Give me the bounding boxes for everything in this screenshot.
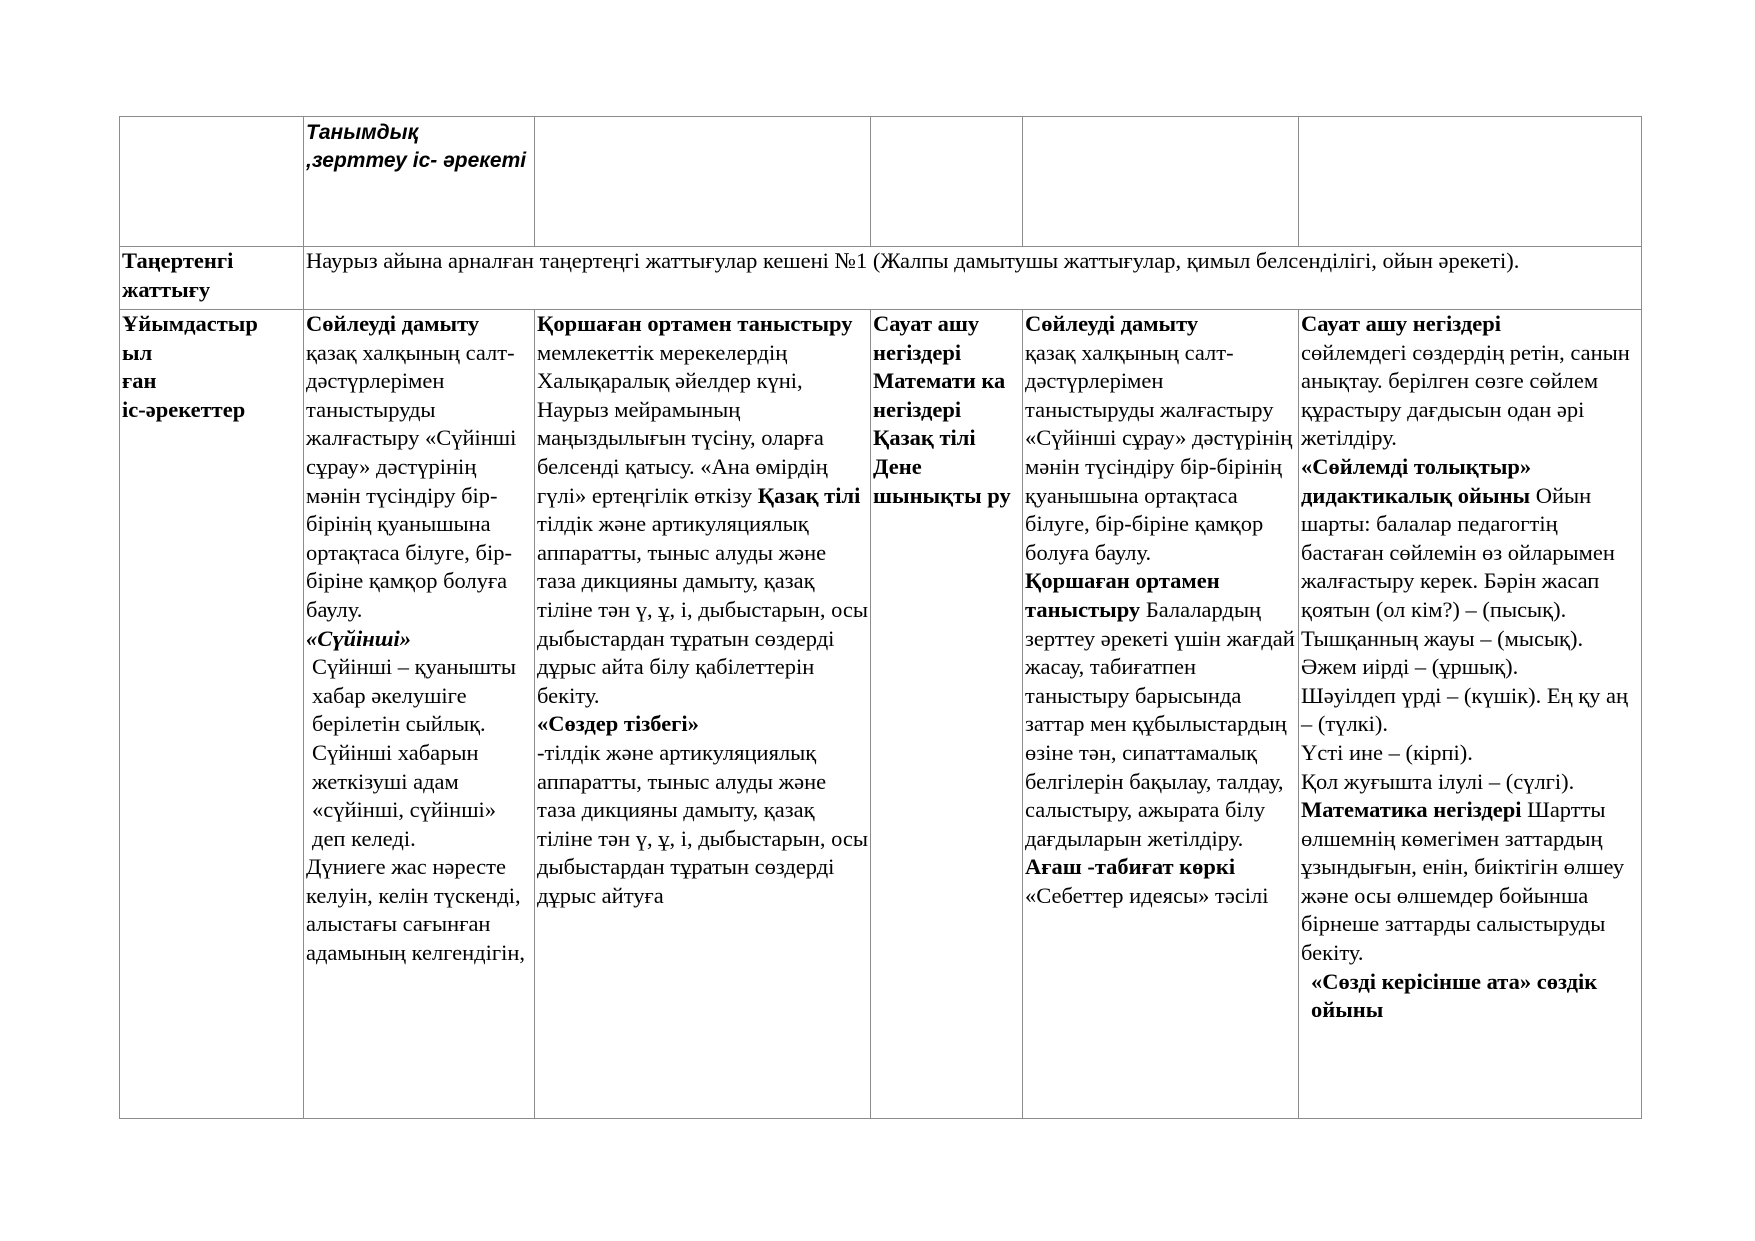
environment-text: мемлекеттік мерекелердің Халықаралық әйелдер күні, Наурыз мейрамының маңыздылығын түсіну, оларға белсенді қатысу. «Ана өмірдің гүлі» ертеңгілік өткізу [537,339,828,508]
subject-physical-education: Дене шынықты ру [873,453,1011,508]
header-cell-5 [1023,117,1299,247]
literacy-title: Сауат ашу негіздері [1301,311,1501,336]
subject-math: Математи ка негіздері [873,368,1006,422]
riddle-5: Қол жуғышта ілулі – (сүлгі). [1301,768,1575,794]
subjects-list-cell [871,310,1023,1119]
morning-exercise-content: Наурыз айына арналған таңертеңгі жаттығулар кешені №1 (Жалпы дамытушы жаттығулар, қимыл белсенділігі, ойын әрекеті). [304,247,1642,310]
organized-activities-row [120,310,1642,1119]
subject-kazakh: Қазақ тілі [873,425,976,451]
speech-development-title-2: Сөйлеуді дамыту [1025,311,1199,336]
words-chain-game-title: «Сөздер тізбегі» [537,711,699,737]
environment-title-2: Қоршаған ортамен таныстыру [1025,568,1220,622]
subject-literacy: Сауат ашу негіздері [873,311,980,365]
morning-label-line2: жаттығу [122,276,211,302]
lesson-plan-table [119,116,1642,1119]
riddle-3: Шәуілдеп үрді – (күшік). Ең қу аң – (түлкі). [1301,682,1629,737]
literacy-math-cell [1299,310,1642,1119]
morning-exercise-row [120,247,1642,310]
environment-cell [535,310,871,1119]
words-chain-text: -тілдік және артикуляциялық аппаратты, тыныс алуды және таза дикцияны дамыту, қазақ тіліне тән ү, ұ, і, дыбыстарын, осы дыбыстардан тұратын сөздерді дұрыс айтуға [537,739,868,908]
tree-nature-title: Ағаш -табиғат көркі [1025,854,1236,880]
riddle-1: Тышқанның жауы – (мысық). [1301,625,1584,651]
header-cognitive-line1: Танымдық [306,121,419,144]
kazakh-language-text: тілдік және артикуляциялық аппаратты, тыныс алуды және таза дикцияны дамыту, қазақ тіліне тән ү, ұ, і, дыбыстарын, осы дыбыстардан тұратын сөздерді дұрыс айта білу қабілеттерін бекіту. [537,511,868,708]
riddle-4: Үсті ине – (кірпі). [1301,739,1473,765]
complete-sentence-rules: Ойын шарты: балалар педагогтің бастаған сөйлемін өз ойларымен жалғастыру керек. Бәрін жасап қоятын (ол кім?) – (пысық). [1301,482,1615,622]
morning-exercise-label [120,247,304,310]
literacy-text: сөйлемдегі сөздердің ретін, санын анықтау. берілген сөзге сөйлем құрастыру дағдысын одан әрі жетілдіру. [1301,339,1630,451]
complete-sentence-game-title: «Сөйлемді толықтыр» дидактикалық ойыны [1301,453,1536,508]
reverse-word-game-title: «Сөзді керісінше ата» сөздік ойыны [1311,968,1598,1023]
kazakh-language-title: Қазақ тілі [757,482,861,508]
org-label-line3: ған [122,368,157,394]
suyinshi-occasions: Дүниеге жас нәресте келуін, келін түскенді, алыстағы сағынған адамының келгендігін, [306,854,525,966]
header-cell-4 [871,117,1023,247]
suyinshi-description: Сүйінші – қуанышты хабар әкелушіге берілетін сыйлық. Сүйінші хабарын жеткізуші адам «сүйінші, сүйінші» деп келеді. [312,654,516,851]
org-label-line2: ыл [122,339,153,365]
speech-environment-cell [1023,310,1299,1119]
speech-development-title: Сөйлеуді дамыту [306,311,480,336]
speech-development-text-2: қазақ халқының салт-дәстүрлерімен таныстыруды жалғастыру «Сүйінші сұрау» дәстүрінің мәнін түсіндіру бір-бірінің қуанышына ортақтаса білуге, бір-біріне қамқор болуға баулу. [1025,339,1293,565]
suyinshi-game-title: «Сүйінші» [306,625,412,651]
organized-activities-label [120,310,304,1119]
org-label-line1: Ұйымдастыр [122,311,258,336]
header-cell-6 [1299,117,1642,247]
environment-text-2: Балалардың зерттеу әрекеті үшін жағдай жасау, табиғатпен таныстыру барысында заттар мен құбылыстардың өзіне тән, сипаттамалық белгілерін бақылау, талдау, салыстыру, ажырата білу дағдыларын жетілдіру. [1025,596,1295,851]
riddle-2: Әжем иірді – (ұршық). [1301,654,1519,680]
header-cell-3 [535,117,871,247]
speech-development-cell [304,310,535,1119]
org-label-line4: іс-әрекеттер [122,396,246,422]
speech-development-text: қазақ халқының салт-дәстүрлерімен таныстыруды жалғастыру «Сүйінші сұрау» дәстүрінің мәнін түсіндіру бір- бірінің қуанышына ортақтаса білуге, бір-біріне қамқор болуға баулу. [306,339,517,622]
math-basics-title: Математика негіздері [1301,797,1528,823]
morning-label-line1: Таңертенгі [122,248,234,273]
header-cell-1 [120,117,304,247]
baskets-idea-text: «Себеттер идеясы» тәсілі [1025,882,1269,908]
environment-title: Қоршаған ортамен таныстыру [537,311,853,336]
header-cell-cognitive [304,117,535,247]
header-row [120,117,1642,247]
header-cognitive-line2: ,зерттеу іс- әрекеті [306,149,527,172]
math-basics-text: Шартты өлшемнің көмегімен заттардың ұзындығын, енін, биіктігін өлшеу және осы өлшемдер бойынша бірнеше заттарды салыстыруды бекіту. [1301,797,1625,966]
